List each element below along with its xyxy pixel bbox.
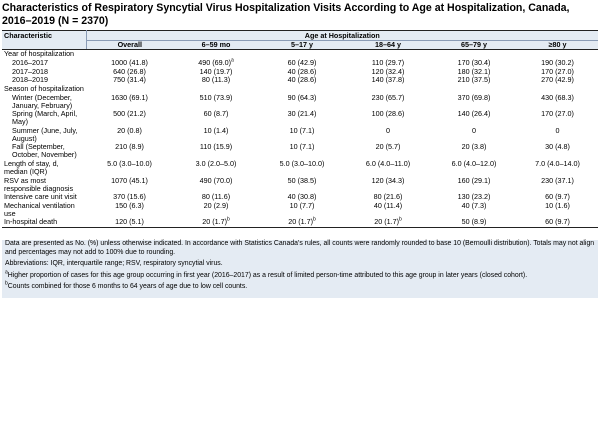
cell-value: 6.0 (4.0–12.0) xyxy=(451,159,497,169)
footnote-abbreviations: Abbreviations: IQR, interquartile range; RSV, respiratory syncytial virus. xyxy=(5,260,223,268)
cell-value: 370 (15.6) xyxy=(113,192,146,202)
row-label: 2018–2019 xyxy=(12,75,48,85)
cell-value: 170 (30.4) xyxy=(457,57,491,67)
table-cell xyxy=(517,93,598,110)
footnote-mark: a xyxy=(230,57,234,64)
table-cell xyxy=(517,110,598,127)
cell-value: 140 (26.4) xyxy=(457,109,491,119)
cell-value: 40 (11.4) xyxy=(373,200,403,210)
cell-value: 20 (0.8) xyxy=(117,125,142,135)
cell-value: 10 (7.1) xyxy=(289,125,315,135)
cell-value: 60 (9.7) xyxy=(545,217,570,227)
row-label: Spring (March, April, May) xyxy=(12,109,78,127)
footnote-a-text: Higher proportion of cases for this age group occurring in first year (2016–2017) as a result of limited person-time attributed to this age group in later years (closed cohort). xyxy=(7,271,528,279)
cell-value: 80 (21.6) xyxy=(373,192,403,202)
cell-value: 7.0 (4.0–14.0) xyxy=(535,159,580,169)
cell-value: 10 (7.1) xyxy=(289,142,315,152)
row-label: Winter (December, January, February) xyxy=(12,92,73,110)
table-cell xyxy=(345,76,431,85)
table-cell xyxy=(173,93,259,110)
table-row xyxy=(2,160,598,177)
table-cell xyxy=(173,143,259,160)
table-cell xyxy=(345,218,431,227)
table-cell xyxy=(173,126,259,143)
cell-value: 3.0 (2.0–5.0) xyxy=(195,159,237,169)
cell-value: 140 (19.7) xyxy=(199,66,233,76)
cell-value: 490 (69.0) xyxy=(198,57,231,67)
cell-value: 0 xyxy=(555,125,560,135)
table-cell xyxy=(259,202,345,219)
cell-value: 20 (1.7) xyxy=(288,217,313,227)
table-cell xyxy=(86,202,173,219)
table-cell xyxy=(431,143,517,160)
table-cell xyxy=(259,176,345,193)
table-cell xyxy=(86,93,173,110)
table-cell xyxy=(517,143,598,160)
table-cell xyxy=(431,176,517,193)
footnote-a-mark: a xyxy=(5,269,8,276)
table-cell xyxy=(431,160,517,177)
cell-value: 6.0 (4.0–11.0) xyxy=(365,159,411,169)
table-row xyxy=(2,143,598,160)
cell-value: 60 (42.9) xyxy=(287,57,317,67)
cell-value: 1070 (45.1) xyxy=(111,175,148,185)
header-row-columns xyxy=(2,40,598,49)
data-table xyxy=(2,30,598,228)
cell-value: 100 (28.6) xyxy=(371,109,405,119)
table-cell xyxy=(345,110,431,127)
table-cell xyxy=(259,126,345,143)
table-cell xyxy=(259,110,345,127)
cell-value: 170 (27.0) xyxy=(541,109,574,119)
table-cell xyxy=(431,93,517,110)
cell-value: 180 (32.1) xyxy=(457,66,491,76)
cell-value: 230 (37.1) xyxy=(541,175,574,185)
table-row xyxy=(2,93,598,110)
cell-value: 230 (65.7) xyxy=(371,92,405,102)
row-label: Season of hospitalization xyxy=(4,83,84,93)
cell-value: 10 (7.7) xyxy=(289,200,315,210)
table-row xyxy=(2,176,598,193)
footnote-b xyxy=(5,283,598,292)
row-label: Intensive care unit visit xyxy=(4,192,77,202)
table-cell xyxy=(517,126,598,143)
cell-value: 140 (37.8) xyxy=(371,75,405,85)
cell-value: 20 (1.7) xyxy=(374,217,399,227)
cell-value: 5.0 (3.0–10.0) xyxy=(107,159,152,169)
cell-value: 110 (29.7) xyxy=(371,57,405,67)
footnote-a xyxy=(5,269,598,281)
table-cell xyxy=(259,93,345,110)
cell-value: 490 (70.0) xyxy=(199,175,233,185)
age-group-header: Age at Hospitalization xyxy=(86,31,598,41)
table-cell xyxy=(517,218,598,227)
table-cell xyxy=(86,218,173,227)
cell-value: 80 (11.3) xyxy=(201,75,231,85)
table-body xyxy=(2,49,598,227)
cell-value: 10 (1.4) xyxy=(203,125,229,135)
cell-value: 20 (5.7) xyxy=(375,142,401,152)
cell-value: 210 (8.9) xyxy=(115,142,144,152)
cell-value: 120 (34.3) xyxy=(371,175,405,185)
table-cell xyxy=(173,76,259,85)
blank-header xyxy=(2,40,86,49)
column-header: 18–64 y xyxy=(345,40,431,49)
table-cell xyxy=(517,76,598,85)
table-cell xyxy=(345,176,431,193)
table-cell xyxy=(259,218,345,227)
table-cell xyxy=(431,110,517,127)
table-cell xyxy=(259,76,345,85)
cell-value: 210 (37.5) xyxy=(457,75,491,85)
table-cell xyxy=(173,160,259,177)
table-cell xyxy=(173,110,259,127)
table-cell xyxy=(173,218,259,227)
table-cell xyxy=(86,76,173,85)
column-header: 5–17 y xyxy=(259,40,345,49)
footnote-general: Data are presented as No. (%) unless otherwise indicated. In accordance with Statistics Canada's rules, all counts were randomly rounded to base 10 (Bernoulli distribution). Totals may not align and percentages may not add to 100% due to rounding. xyxy=(5,240,595,256)
cell-value: 370 (69.8) xyxy=(457,92,491,102)
column-header: 65–79 y xyxy=(431,40,517,49)
cell-value: 130 (23.2) xyxy=(457,192,491,202)
table-cell xyxy=(345,93,431,110)
cell-value: 40 (7.3) xyxy=(461,200,487,210)
cell-value: 80 (11.6) xyxy=(201,192,231,202)
row-label: In-hospital death xyxy=(2,218,86,227)
table-cell xyxy=(173,202,259,219)
table-cell xyxy=(86,176,173,193)
row-label: 2017–2018 xyxy=(12,66,48,76)
cell-value: 50 (8.9) xyxy=(461,217,487,227)
table-cell xyxy=(86,126,173,143)
table-cell xyxy=(173,176,259,193)
row-label: Year of hospitalization xyxy=(4,49,75,59)
row-label: Summer (June, July, August) xyxy=(12,125,78,143)
cell-value: 190 (30.2) xyxy=(541,57,574,67)
cell-value: 150 (6.3) xyxy=(115,200,144,210)
cell-value: 1630 (69.1) xyxy=(111,92,148,102)
table-title: Characteristics of Respiratory Syncytial Virus Hospitalization Visits According to Age at Hospitalization, Canada, 2016–2019 (N = 2370) xyxy=(2,2,570,27)
cell-value: 50 (38.5) xyxy=(287,175,317,185)
table-row xyxy=(2,76,598,85)
cell-value: 20 (3.8) xyxy=(461,142,487,152)
cell-value: 90 (64.3) xyxy=(287,92,317,102)
table-cell xyxy=(259,143,345,160)
cell-value: 270 (42.9) xyxy=(541,75,574,85)
table-row xyxy=(2,110,598,127)
table-cell xyxy=(86,160,173,177)
cell-value: 110 (15.9) xyxy=(199,142,233,152)
table-row xyxy=(2,202,598,219)
column-header: 6–59 mo xyxy=(173,40,259,49)
table-cell xyxy=(431,76,517,85)
footnote-mark: b xyxy=(313,217,316,224)
row-label: Mechanical ventilation use xyxy=(4,200,75,218)
cell-value: 40 (28.6) xyxy=(287,75,317,85)
cell-value: 500 (21.2) xyxy=(113,109,146,119)
table-cell xyxy=(86,143,173,160)
row-label: 2016–2017 xyxy=(12,57,48,67)
cell-value: 160 (29.1) xyxy=(457,175,491,185)
table-cell xyxy=(345,202,431,219)
column-header: Overall xyxy=(86,40,173,49)
table-cell xyxy=(431,202,517,219)
cell-value: 60 (9.7) xyxy=(545,192,570,202)
row-label: RSV as most responsible diagnosis xyxy=(4,175,74,193)
cell-value: 170 (27.0) xyxy=(541,66,574,76)
footnote-b-text: Counts combined for those 6 months to 64 years of age due to low cell counts. xyxy=(7,283,248,291)
cell-value: 430 (68.3) xyxy=(541,92,574,102)
row-label: Fall (September, October, November) xyxy=(12,142,77,160)
cell-value: 120 (5.1) xyxy=(115,217,144,227)
cell-value: 30 (21.4) xyxy=(287,109,317,119)
cell-value: 120 (32.4) xyxy=(371,66,405,76)
footnote-mark: b xyxy=(399,217,402,224)
cell-value: 640 (26.8) xyxy=(113,66,146,76)
table-cell xyxy=(345,143,431,160)
cell-value: 10 (1.6) xyxy=(545,200,570,210)
footnote-b-mark: b xyxy=(5,281,8,288)
table-cell xyxy=(517,176,598,193)
table-row xyxy=(2,218,598,227)
table-cell xyxy=(431,218,517,227)
cell-value: 30 (4.8) xyxy=(545,142,570,152)
table-cell xyxy=(517,202,598,219)
footnote-mark: b xyxy=(227,217,230,224)
table-cell xyxy=(431,126,517,143)
row-label: Length of stay, d, median (IQR) xyxy=(4,159,59,176)
column-header: ≥80 y xyxy=(517,40,598,49)
table-cell xyxy=(517,160,598,177)
cell-value: 510 (73.9) xyxy=(199,92,233,102)
footnotes xyxy=(2,240,598,298)
cell-value: 0 xyxy=(472,125,476,135)
cell-value: 0 xyxy=(386,125,390,135)
table-cell xyxy=(345,126,431,143)
table-row xyxy=(2,126,598,143)
cell-value: 20 (2.9) xyxy=(203,200,229,210)
characteristic-header: Characteristic xyxy=(2,31,86,41)
cell-value: 40 (28.6) xyxy=(287,66,317,76)
cell-value: 20 (1.7) xyxy=(202,217,227,227)
table-cell xyxy=(345,160,431,177)
header-row-group xyxy=(2,31,598,41)
cell-value: 5.0 (3.0–10.0) xyxy=(279,159,325,169)
cell-value: 750 (31.4) xyxy=(113,75,146,85)
table-cell xyxy=(86,110,173,127)
cell-value: 40 (30.8) xyxy=(287,192,317,202)
table-cell xyxy=(259,160,345,177)
cell-value: 1000 (41.8) xyxy=(111,57,148,67)
cell-value: 60 (8.7) xyxy=(203,109,229,119)
